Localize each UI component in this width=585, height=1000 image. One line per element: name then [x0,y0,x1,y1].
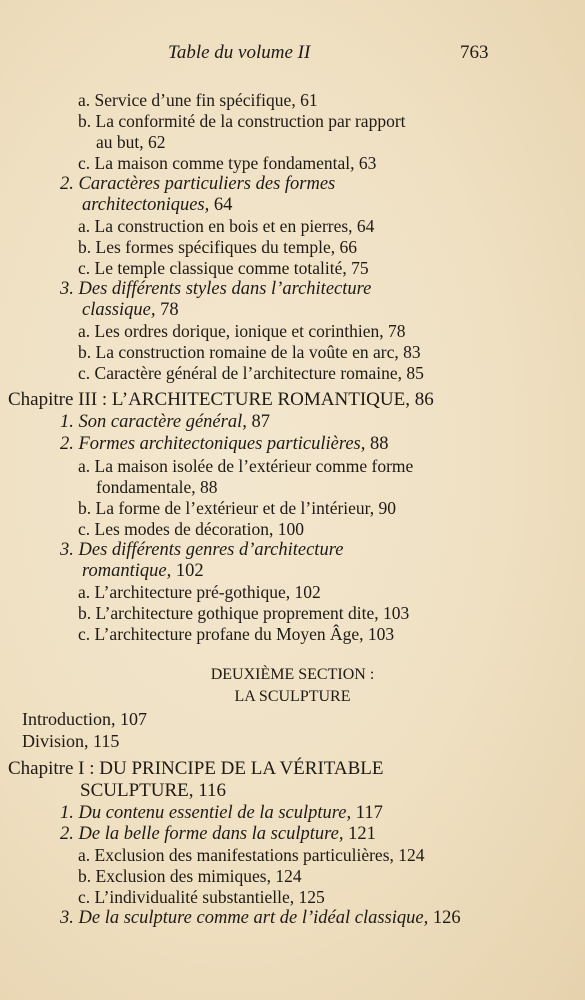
toc-entry: b. La conformité de la construction par rapport [78,111,406,131]
section-heading: DEUXIÈME SECTION : [210,666,375,683]
toc-section-title [60,824,376,845]
toc-section-title: 2. Caractères particuliers des formes [60,174,336,194]
chapter-heading: SCULPTURE, 116 [80,780,227,801]
section-page: 87 [246,412,270,432]
toc-entry: a. La construction en bois et en pierres, 64 [78,216,375,236]
running-header [0,42,585,70]
toc-entry: b. Exclusion des mimiques, 124 [78,866,302,886]
section-title-text: classique, [82,300,156,320]
toc-entry: fondamentale, 88 [96,477,218,497]
toc-entry: a. La maison isolée de l’extérieur comme forme [78,456,414,476]
toc-section-title [82,300,179,321]
toc-entry: au but, 62 [96,132,166,152]
toc-entry: a. L’architecture pré-gothique, 102 [78,582,321,602]
toc-entry: b. La construction romaine de la voûte en arc, 83 [78,342,421,362]
section-title-text: architectoniques, [82,195,210,215]
section-title-text: 1. Son caractère général, [60,412,247,432]
toc-entry: a. Exclusion des manifestations particulières, 124 [78,845,425,865]
toc-section-title [60,908,461,929]
toc-entry: a. Les ordres dorique, ionique et corinthien, 78 [78,321,406,341]
toc-entry: c. L’architecture profane du Moyen Âge, 103 [78,624,395,644]
toc-entry: Division, 115 [22,731,120,751]
section-title-text: 2. De la belle forme dans la sculpture, [60,824,344,844]
page-number: 763 [460,42,489,63]
toc-entry: b. La forme de l’extérieur et de l’intérieur, 90 [78,498,397,518]
section-title-text: 2. Formes architectoniques particulières, [60,434,366,454]
section-title-text: 3. De la sculpture comme art de l’idéal classique, [60,908,429,928]
running-title: Table du volume II [168,42,311,63]
toc-section-title: 3. Des différents styles dans l’architecture [60,279,372,299]
toc-entry: c. Le temple classique comme totalité, 75 [78,258,369,278]
toc-entry: c. Caractère général de l’architecture romaine, 85 [78,363,424,383]
section-page: 102 [171,561,204,581]
chapter-heading: Chapitre III : L’ARCHITECTURE ROMANTIQUE, 86 [8,389,434,410]
toc-entry: c. La maison comme type fondamental, 63 [78,153,377,173]
section-heading: LA SCULPTURE [234,688,351,705]
section-page: 126 [428,908,461,928]
toc-entry: a. Service d’une fin spécifique, 61 [78,90,318,110]
toc-entry: c. L’individualité substantielle, 125 [78,887,325,907]
section-page: 78 [155,300,179,320]
section-page: 117 [351,803,383,823]
toc-section-title [60,803,383,824]
chapter-heading: Chapitre I : DU PRINCIPE DE LA VÉRITABLE [8,758,384,779]
toc-section-title [60,412,270,433]
toc-entry: b. Les formes spécifiques du temple, 66 [78,237,357,257]
section-title-text: romantique, [82,561,172,581]
section-page: 64 [209,195,233,215]
section-page: 121 [343,824,376,844]
toc-entry: c. Les modes de décoration, 100 [78,519,304,539]
toc-entry: b. L’architecture gothique proprement dite, 103 [78,603,410,623]
toc-section-title [60,434,389,455]
section-title-text: 1. Du contenu essentiel de la sculpture, [60,803,352,823]
toc-section-title: 3. Des différents genres d’architecture [60,540,344,560]
section-page: 88 [365,434,389,454]
toc-section-title [82,195,232,216]
toc-section-title [82,561,204,582]
toc-entry: Introduction, 107 [22,709,147,729]
